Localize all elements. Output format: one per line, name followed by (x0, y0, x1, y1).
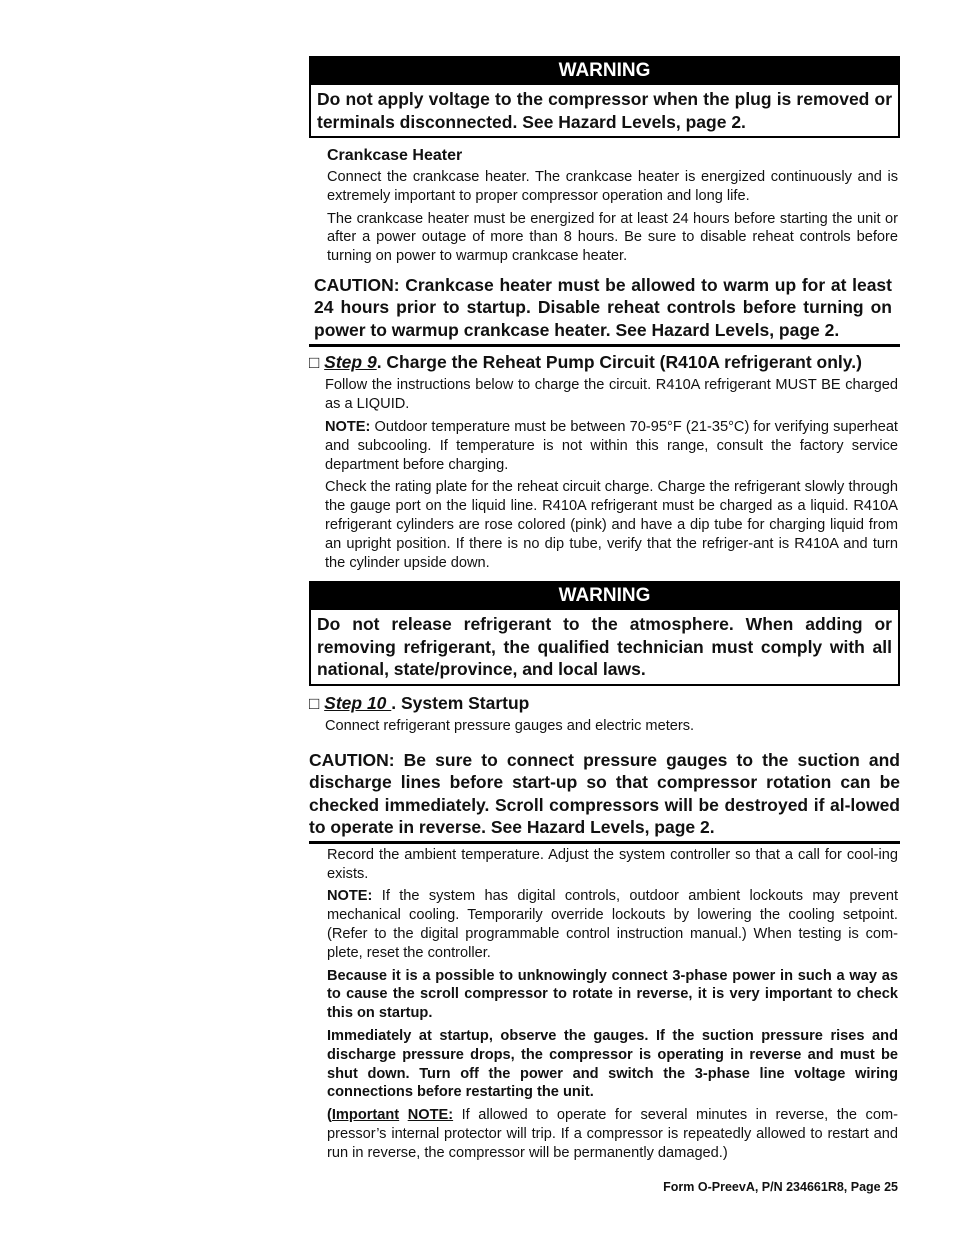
note-label: NOTE: (327, 888, 373, 905)
important-note-text: If allowed to operate for several minutes in reverse, the com-pressor’s internal protector will trip. If a compressor is repeatedly allowed to restart and run in reverse, the compressor will be permanently damaged.) (327, 1107, 898, 1161)
caution-crankcase: CAUTION: Crankcase heater must be allowed to warm up for at least 24 hours prior to startup. Disable reheat controls before turning on power to warmup crankcase heater. See Hazard Levels, page 2. (309, 274, 900, 348)
step-9-title: . Charge the Reheat Pump Circuit (R410A refrigerant only.) (376, 352, 862, 373)
startup-paragraph-1: Record the ambient temperature. Adjust the system controller so that a call for cool-ing exists. (327, 846, 898, 882)
important-label: Important (331, 1107, 400, 1124)
note-text: If the system has digital controls, outdoor ambient lockouts may prevent mechanical cooling. Temporarily override lockouts by lowering the cooling setpoint. (Refer to the digital programmable control instruction manual.) When testing is com-plete, reset the controller. (327, 888, 898, 961)
step-10-label: Step 10 (324, 692, 392, 713)
step-9-paragraph-3: Check the rating plate for the reheat circuit charge. Charge the refrigerant slowly through the gauge port on the liquid line. R410A refrigerant must be charged as a liquid. R410A refrigerant cylinders are rose colored (pink) and have a dip tube for charging liquid from an upright position. If there is no dip tube, verify that the refriger-ant is R410A and turn the cylinder upside down. (325, 479, 898, 571)
step-10-body (325, 717, 900, 736)
crankcase-paragraph-1: Connect the crankcase heater. The crankcase heater is energized continuously and is extremely important to proper compressor operation and long life. (327, 169, 898, 204)
step-10-heading (309, 692, 900, 715)
paren-open: ( (327, 1107, 332, 1124)
crankcase-heading: Crankcase Heater (327, 147, 463, 164)
startup-paragraph-5 (327, 1106, 898, 1162)
page-content (309, 56, 900, 1163)
warning-box-voltage (309, 56, 900, 138)
warning-text: Do not release refrigerant to the atmosphere. When adding or removing refrigerant, the qualified technician must comply with all national, state/province, and local laws. (317, 614, 892, 680)
checkbox-icon: □ (309, 353, 320, 373)
checkbox-icon: □ (309, 693, 320, 713)
startup-paragraph-4: Immediately at startup, observe the gauges. If the suction pressure rises and discharge pressure drops, the compressor is operating in reverse and must be shut down. Turn off the power and switch the 3-phase line voltage wiring connections before restarting the unit. (327, 1027, 898, 1101)
step-10-paragraph-1: Connect refrigerant pressure gauges and electric meters. (325, 717, 695, 734)
step-9-body (325, 376, 900, 572)
crankcase-paragraph-2: The crankcase heater must be energized for at least 24 hours before starting the unit or after a power outage of more than 8 hours. Be sure to disable reheat controls before turning on power to warmup crankcase heater. (327, 210, 898, 265)
step-9-heading (309, 351, 900, 374)
step-9-paragraph-1: Follow the instructions below to charge the circuit. R410A refrigerant MUST BE charged as a LIQUID. (325, 377, 898, 413)
startup-note (327, 887, 898, 962)
note-text: Outdoor temperature must be between 70-95°F (21-35°C) for verifying superheat and subcooling. If temperature is not within this range, consult the factory service department before charging. (325, 419, 898, 473)
warning-title: WARNING (311, 583, 898, 610)
warning-text: Do not apply voltage to the compressor when the plug is removed or terminals disconnected. See Hazard Levels, page 2. (317, 89, 892, 132)
step-9-label: Step 9 (324, 352, 377, 373)
step-9-note (325, 418, 898, 474)
page-footer: Form O-PreevA, P/N 234661R8, Page 25 (663, 1180, 898, 1194)
step-10-title: . System Startup (391, 692, 530, 713)
startup-paragraph-3: Because it is a possible to unknowingly connect 3-phase power in such a way as to cause the scroll compressor to rotate in reverse, it is very important to check this on startup. (327, 967, 898, 1022)
caution-pressure-gauges: CAUTION: Be sure to connect pressure gauges to the suction and discharge lines before start-up so that compressor rotation can be checked immediately. Scroll compressors will be destroyed if al-lowed to operate in reverse. See Hazard Levels, page 2. (309, 749, 900, 844)
warning-title: WARNING (311, 58, 898, 85)
note-label: NOTE: (407, 1107, 454, 1124)
note-label: NOTE: (325, 419, 371, 436)
warning-box-refrigerant (309, 581, 900, 686)
